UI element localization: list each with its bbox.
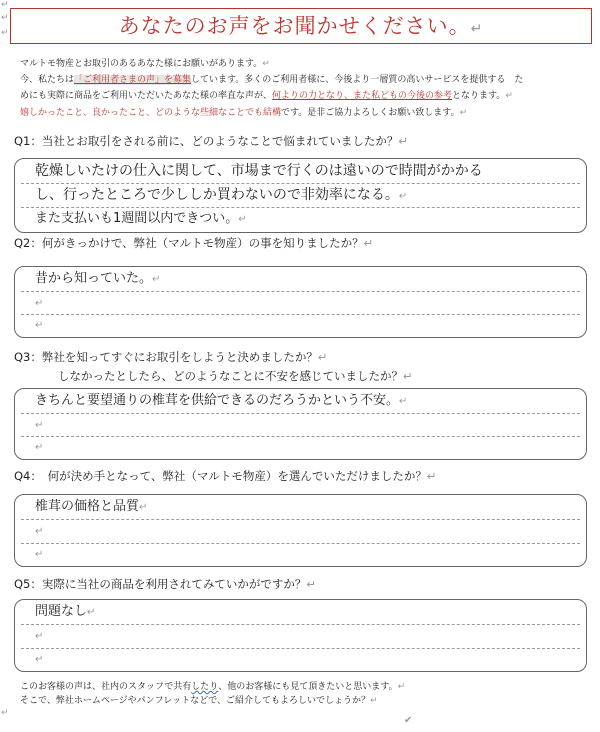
- return-mark: ↵: [505, 91, 513, 101]
- intro-text: マルトモ物産とお取引のあるあなた様にお願いがあります。: [20, 59, 263, 69]
- answer-line: [15, 390, 586, 412]
- question-2: [14, 236, 373, 251]
- return-mark: ↵: [238, 214, 247, 225]
- answer-line: [15, 268, 586, 290]
- return-mark: ↵: [363, 236, 374, 250]
- return-mark: ↵: [35, 298, 44, 309]
- answer-line: [15, 436, 586, 458]
- footer-text: 、他のお客様にも見て頂きたいと思います。: [218, 682, 398, 692]
- answer-line: [15, 601, 586, 623]
- return-mark: ↵: [398, 134, 409, 148]
- answer-line: [15, 292, 586, 314]
- return-mark: ↵: [139, 502, 148, 513]
- return-mark: ↵: [459, 108, 468, 118]
- return-mark: ↵: [35, 320, 44, 331]
- question-label: Q5：実際に当社の商品を利用されてみていかがですか？: [14, 577, 307, 591]
- intro-text: 今、私たちは: [20, 75, 75, 85]
- return-mark: ↵: [1, 0, 9, 10]
- intro-highlight: 「ご利用者さまの声」を募集: [74, 75, 192, 85]
- return-mark: ↵: [426, 469, 437, 483]
- intro-line-4: [20, 107, 467, 119]
- return-mark: ↵: [306, 577, 317, 591]
- question-1: [14, 134, 408, 149]
- answer-line: [15, 625, 586, 647]
- answer-line: [15, 160, 586, 182]
- return-mark: ↵: [317, 350, 328, 364]
- intro-line-3: [20, 90, 513, 102]
- question-label: Q3：弊社を知ってすぐにお取引をしようと決めましたか？: [14, 350, 318, 364]
- answer-box-5[interactable]: [14, 599, 587, 672]
- return-mark: ↵: [35, 420, 44, 431]
- footer-line-1: [20, 681, 405, 693]
- answer-line: [15, 208, 586, 230]
- footer-text: このお客様の声は、社内のスタッフで共有: [20, 682, 192, 692]
- intro-text: です。是非ご協力よろしくお願い致します。: [281, 108, 460, 118]
- return-mark: ↵: [262, 59, 270, 69]
- footer-text: したり: [191, 682, 219, 692]
- answer-line: [15, 314, 586, 336]
- title-box: [10, 8, 592, 44]
- answer-text: し、行ったところで少ししか買わないので非効率になる。: [35, 187, 399, 203]
- return-mark: ↵: [399, 396, 408, 407]
- return-mark: ↵: [35, 526, 44, 537]
- footer-line-2: [20, 695, 378, 707]
- question-label: Q4： 何が決め手となって、弊社（マルトモ物産）を選んでいただけましたか？: [14, 469, 427, 483]
- question-label: Q2：何がきっかけで、弊社（マルトモ物産）の事を知りましたか？: [14, 236, 364, 250]
- return-mark: ↵: [35, 549, 44, 560]
- answer-line: [15, 543, 586, 565]
- answer-box-1[interactable]: [14, 158, 587, 233]
- check-icon: ✔: [404, 715, 413, 726]
- intro-highlight: 何よりの力となり、また私どもの今後の参考: [272, 91, 453, 101]
- return-mark: ↵: [1, 13, 9, 23]
- question-label: しなかったとしたら、どのようなことに不安を感じていましたか？: [58, 369, 403, 383]
- return-mark: ↵: [403, 369, 413, 383]
- question-5: [14, 577, 316, 592]
- answer-text: きちんと要望通りの椎茸を供給できるのだろうかという不安。: [35, 393, 400, 408]
- intro-line-1: [20, 58, 270, 70]
- answer-text: 椎茸の価格と品質: [35, 499, 140, 514]
- intro-text: めにも実際に商品をご利用いただいたあなた様の率直な声が、: [20, 91, 273, 101]
- return-mark: ↵: [152, 274, 161, 285]
- answer-line: [15, 520, 586, 542]
- answer-line: [15, 414, 586, 436]
- intro-line-2: [20, 74, 523, 86]
- return-mark: ↵: [87, 607, 96, 618]
- intro-text: しています。多くのご利用者様に、今後より一層質の高いサービスを提供する た: [191, 75, 524, 85]
- return-mark: ↵: [398, 191, 408, 202]
- return-mark: ↵: [35, 654, 44, 665]
- answer-line: [15, 496, 586, 518]
- question-label: Q1：当社とお取引をされる前に、どのようなことで悩まれていましたか？: [14, 134, 399, 148]
- intro-highlight: 嬉しかったこと、良かったこと、どのような些細なことでも結構: [20, 108, 282, 118]
- return-mark: ↵: [1, 708, 9, 718]
- intro-text: となります。: [452, 91, 506, 101]
- return-mark: ↵: [370, 696, 378, 706]
- return-mark: ↵: [1, 28, 9, 38]
- return-mark: ↵: [397, 682, 406, 692]
- answer-line: [15, 184, 586, 206]
- return-mark: ↵: [35, 631, 44, 642]
- footer-text: そこで、弊社ホームページやパンフレットなどで、ご紹介してもよろしいでしょうか？: [20, 696, 371, 706]
- question-3-sub: [58, 369, 413, 384]
- page-title: あなたのお声をお聞かせください。: [118, 14, 471, 38]
- return-mark: ↵: [470, 21, 484, 37]
- answer-text: 乾燥しいたけの仕入に関して、市場まで行くのは遠いので時間がかかる: [35, 163, 483, 179]
- answer-text: 問題なし: [35, 604, 88, 619]
- return-mark: ↵: [35, 442, 44, 453]
- answer-box-2[interactable]: [14, 266, 587, 338]
- question-4: [14, 469, 437, 484]
- answer-box-4[interactable]: [14, 494, 587, 567]
- question-3: [14, 350, 328, 365]
- answer-text: また支払いも1週間以内できつい。: [35, 211, 239, 226]
- answer-line: [15, 648, 586, 670]
- answer-box-3[interactable]: [14, 388, 587, 460]
- answer-text: 昔から知っていた。: [35, 271, 153, 286]
